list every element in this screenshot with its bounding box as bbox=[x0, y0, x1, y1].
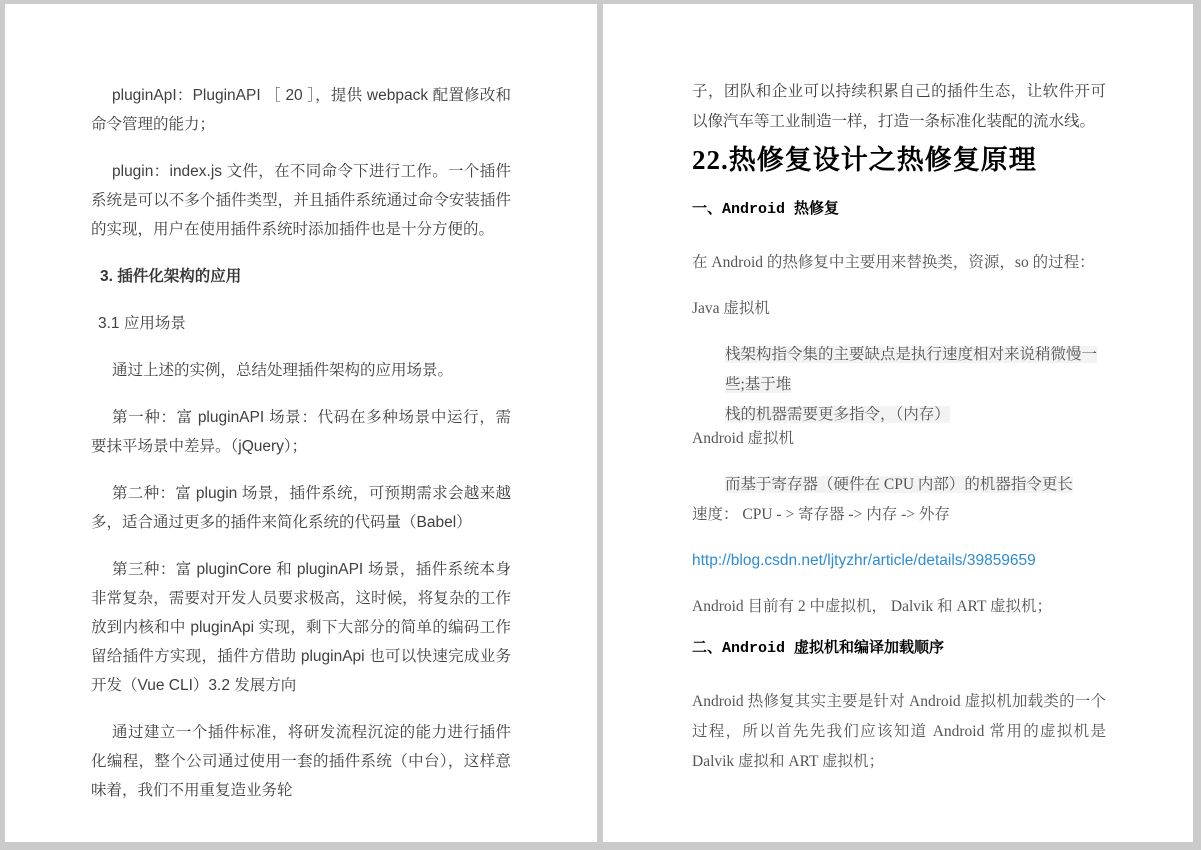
paragraph-standard: 通过建立一个插件标准，将研发流程沉淀的能力进行插件化编程，整个公司通过使用一套的插件系统（中台），这样意味着，我们不用重复造业务轮 bbox=[91, 724, 511, 799]
section-heading-android-hotfix: 一、Android 热修复 bbox=[692, 201, 840, 218]
paragraph-hotfix-intro: 在 Android 的热修复中主要用来替换类，资源，so 的过程： bbox=[692, 254, 1095, 271]
subsection-heading-3-1: 3.1 应用场景 bbox=[98, 315, 186, 332]
section-heading-3: 3. 插件化架构的应用 bbox=[100, 268, 242, 285]
paragraph-pluginapi: pluginApI：PluginAPI ［ 20 ］，提供 webpack 配置修改和命令管理的能力； bbox=[91, 87, 511, 133]
paragraph-case-2: 第二种：富 plugin 场景，插件系统，可预期需求会越来越多，适合通过更多的插件来简化系统的代码量（Babel） bbox=[91, 485, 511, 531]
highlighted-text: 栈的机器需要更多指令，（内存） bbox=[725, 406, 950, 423]
paragraph-speed-order: 速度： CPU - > 寄存器 -> 内存 -> 外存 bbox=[692, 506, 950, 523]
csdn-article-link[interactable]: http://blog.csdn.net/ljtyzhr/article/details/39859659 bbox=[692, 552, 1036, 569]
paragraph-vm-loading: Android 热修复其实主要是针对 Android 虚拟机加载类的一个过程，所以首先先我们应该知道 Android 常用的虚拟机是 Dalvik 虚拟和 ART 虚拟机； bbox=[692, 693, 1106, 770]
paragraph-continuation: 子，团队和企业可以持续积累自己的插件生态，让软件开可以像汽车等工业制造一样，打造一条标准化装配的流水线。 bbox=[692, 83, 1106, 130]
page-right bbox=[603, 4, 1193, 842]
quote-stack-line-1 bbox=[692, 340, 1106, 400]
chapter-title: 22.热修复设计之热修复原理 bbox=[692, 145, 1037, 175]
highlighted-text: 栈架构指令集的主要缺点是执行速度相对来说稍微慢一些;基于堆 bbox=[725, 346, 1098, 393]
paragraph-summary: 通过上述的实例，总结处理插件架构的应用场景。 bbox=[112, 362, 454, 379]
paragraph-case-1: 第一种：富 pluginAPI 场景：代码在多种场景中运行，需要抹平场景中差异。（jQuery）； bbox=[91, 409, 511, 455]
page-left bbox=[5, 4, 597, 842]
paragraph-case-3: 第三种：富 pluginCore 和 pluginAPI 场景，插件系统本身非常复杂，需要对开发人员要求极高，这时候，将复杂的工作放到内核和中 pluginApi 实现，剩下大部分的简单的编码工作留给插件方实现，插件方借助 pluginApi 也可以快速完成业务开发（Vue CLI）3.2 发展方向 bbox=[91, 561, 511, 694]
label-android-vm: Android 虚拟机 bbox=[692, 430, 795, 447]
paragraph-two-vms: Android 目前有 2 中虚拟机， Dalvik 和 ART 虚拟机； bbox=[692, 598, 1053, 615]
highlighted-text: 而基于寄存器（硬件在 CPU 内部）的机器指令更长 bbox=[725, 476, 1073, 493]
section-heading-vm-loading-order: 二、Android 虚拟机和编译加载顺序 bbox=[692, 640, 945, 657]
link-row bbox=[692, 546, 1106, 576]
paragraph-plugin-index: plugin：index.js 文件，在不同命令下进行工作。一个插件系统是可以不多个插件类型，并且插件系统通过命令安装插件的实现，用户在使用插件系统时添加插件也是十分方便的。 bbox=[91, 163, 511, 238]
quote-register-line bbox=[692, 470, 1106, 500]
label-java-vm: Java 虚拟机 bbox=[692, 300, 770, 317]
